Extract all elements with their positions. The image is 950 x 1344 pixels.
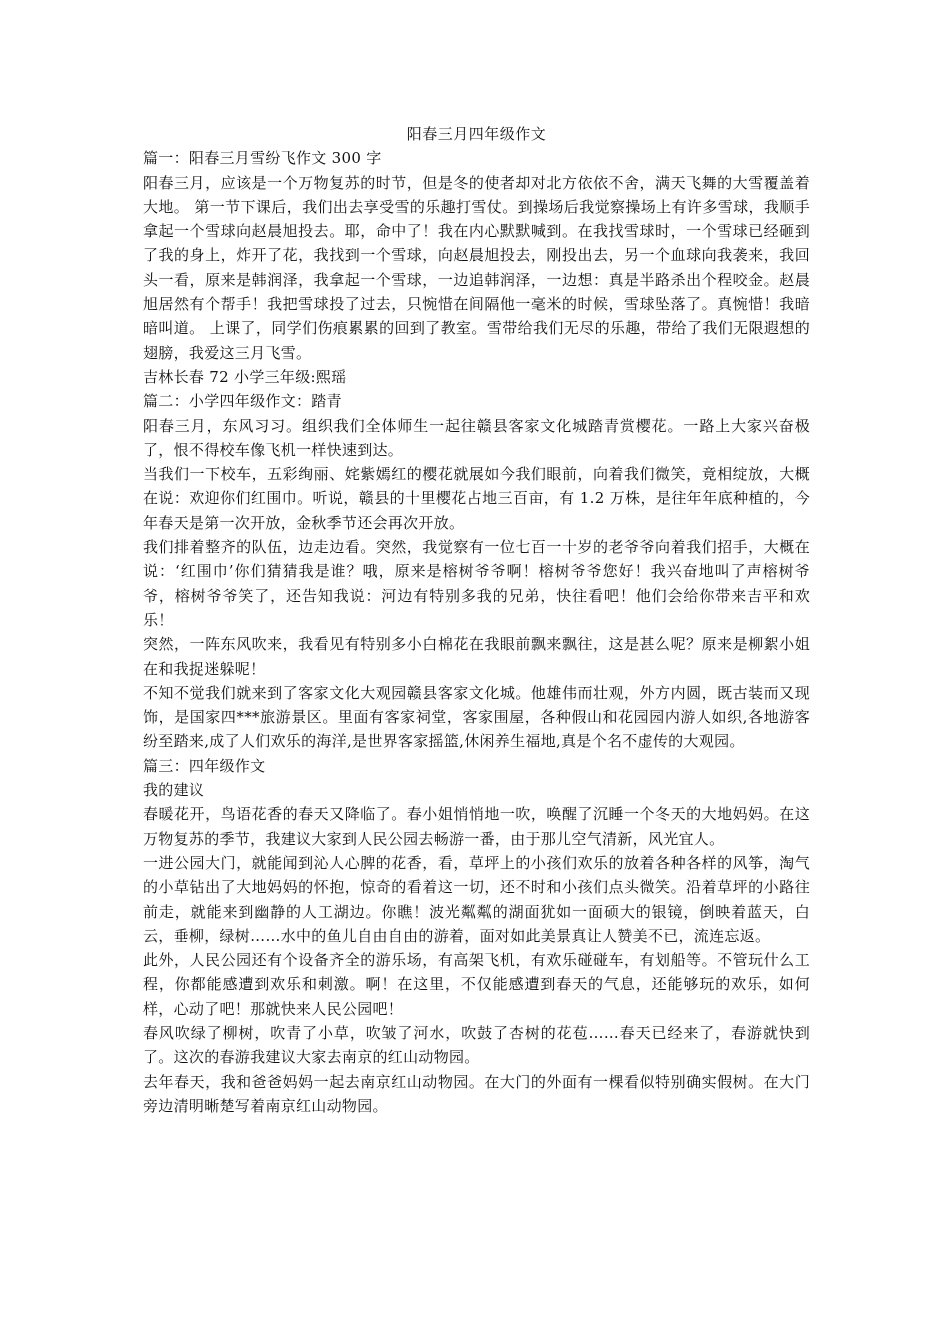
paragraph: 阳春三月，应该是一个万物复苏的时节，但是冬的使者却对北方依依不舍，满天飞舞的大雪覆盖着大地。 第一节下课后，我们出去享受雪的乐趣打雪仗。到操场后我觉察操场上有许多雪球，我顺手拿起一个雪球向赵晨旭投去。耶，命中了！我在内心默默喊到。在我找雪球时，一个雪球已经砸到了我的身上，炸开了花，我找到一个雪球，向赵晨旭投去，刚投出去，另一个血球向我袭来，我回头一看，原来是韩润泽，我拿起一个雪球，一边追韩润泽，一边想：真是半路杀出个程咬金。赵晨旭居然有个帮手！我把雪球投了过去，只惋惜在间隔他一毫米的时候，雪球坠落了。真惋惜！我暗暗叫道。 上课了，同学们伤痕累累的回到了教室。雪带给我们无尽的乐趣，带给了我们无限遐想的翅膀，我爱这三月飞雪。 [143, 173, 810, 362]
paragraph: 春风吹绿了柳树，吹青了小草，吹皱了河水，吹鼓了杏树的花苞……春天已经来了，春游就快到了。这次的春游我建议大家去南京的红山动物园。 [143, 1023, 810, 1067]
section-heading-2: 篇二：小学四年级作文：踏青 [143, 392, 342, 411]
paragraph: 阳春三月，东风习习。组织我们全体师生一起往赣县客家文化城踏青赏樱花。一路上大家兴奋极了，恨不得校车像飞机一样快速到达。 [143, 416, 810, 459]
author-line: 吉林长春 72 小学三年级:熙瑶 [143, 367, 347, 386]
paragraph: 去年春天，我和爸爸妈妈一起去南京红山动物园。在大门的外面有一棵看似特别确实假树。在大门旁边清明晰楚写着南京红山动物园。 [143, 1072, 810, 1115]
document-page [143, 122, 810, 1118]
document-title: 阳春三月四年级作文 [406, 125, 547, 143]
section-heading-1: 篇一：阳春三月雪纷飞作文 300 字 [143, 149, 382, 168]
subheading: 我的建议 [143, 781, 205, 800]
paragraph: 我们排着整齐的队伍，边走边看。突然，我觉察有一位七百一十岁的老爷爷向着我们招手，大概在说：‘红围巾’你们猜猜我是谁？哦，原来是榕树爷爷啊！榕树爷爷您好！我兴奋地叫了声榕树爷爷，榕树爷爷笑了，还告知我说：河边有特别多我的兄弟，快往看吧！他们会给你带来吉平和欢乐！ [143, 538, 810, 629]
paragraph: 突然，一阵东风吹来，我看见有特别多小白棉花在我眼前飘来飘往，这是甚么呢？原来是柳絮小姐在和我捉迷躲呢！ [143, 635, 810, 678]
section-heading-3: 篇三：四年级作文 [143, 756, 266, 775]
paragraph: 不知不觉我们就来到了客家文化大观园赣县客家文化城。他雄伟而壮观，外方内圆，既古装而又现饰，是国家四***旅游景区。里面有客家祠堂，客家围屋，各种假山和花园园内游人如织,各地游客纷至踏来,成了人们欢乐的海洋,是世界客家摇篮,休闲养生福地,真是个名不虚传的大观园。 [143, 683, 810, 751]
paragraph: 此外，人民公园还有个设备齐全的游乐场，有高架飞机，有欢乐碰碰车，有划船等。不管玩什么工程，你都能感遭到欢乐和刺激。啊！在这里，不仅能感遭到春天的气息，还能够玩的欢乐，如何样，心动了吧！那就快来人民公园吧！ [143, 951, 810, 1018]
paragraph: 当我们一下校车，五彩绚丽、姹紫嫣红的樱花就展如今我们眼前，向着我们微笑，竟相绽放，大概在说：欢迎你们红围巾。听说，赣县的十里樱花占地三百亩，有 1.2 万株，是往年年底种植的，今年春天是第一次开放，金秋季节还会再次开放。 [143, 465, 810, 532]
paragraph: 一进公园大门，就能闻到沁人心脾的花香，看，草坪上的小孩们欢乐的放着各种各样的风筝，淘气的小草钻出了大地妈妈的怀抱，惊奇的看着这一切，还不时和小孩们点头微笑。沿着草坪的小路往前走，就能来到幽静的人工湖边。你瞧！波光粼粼的湖面犹如一面硕大的银镜，倒映着蓝天，白云，垂柳，绿树……水中的鱼儿自由自由的游着，面对如此美景真让人赞美不已，流连忘返。 [143, 853, 810, 945]
paragraph: 春暖花开，鸟语花香的春天又降临了。春小姐悄悄地一吹，唤醒了沉睡一个冬天的大地妈妈。在这万物复苏的季节，我建议大家到人民公园去畅游一番，由于那儿空气清新，风光宜人。 [143, 805, 810, 848]
